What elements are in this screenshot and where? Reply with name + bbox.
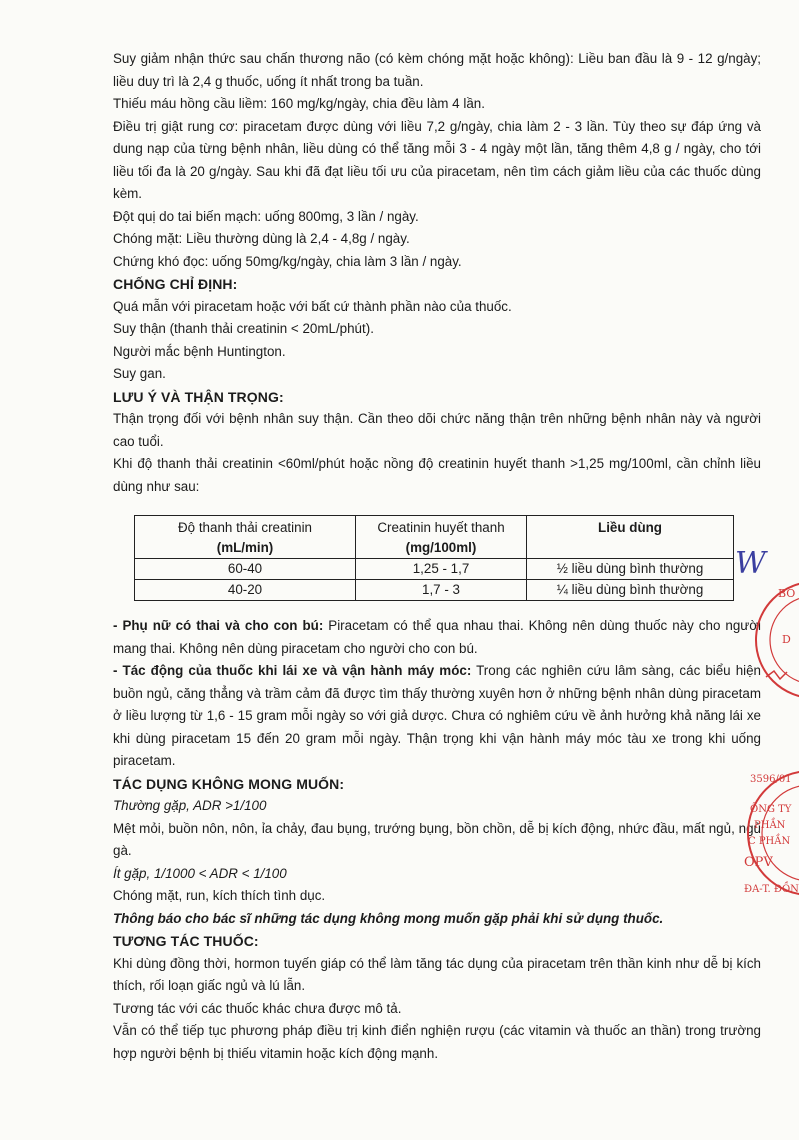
handwritten-initial: W [735, 546, 766, 581]
table-cell: 1,7 - 3 [356, 580, 527, 601]
dosage-paragraph: Thiếu máu hồng cầu liềm: 160 mg/kg/ngày, chia đều làm 4 lần. [113, 96, 485, 111]
svg-text:C PHẦN: C PHẦN [748, 836, 791, 847]
contraindication-item: Suy gan. [113, 366, 166, 381]
svg-text:PHẦN: PHẦN [754, 820, 786, 831]
frequency-label: Thường gặp, ADR >1/100 [113, 798, 267, 813]
company-stamp-bottom [732, 768, 799, 898]
adverse-effects-heading: TÁC DỤNG KHÔNG MONG MUỐN: [113, 775, 345, 792]
interactions-heading: TƯƠNG TÁC THUỐC: [113, 933, 259, 949]
svg-text:D: D [782, 633, 791, 646]
svg-text:BÔ: BÔ [778, 587, 796, 600]
table-header-cell: Liều dùng [527, 516, 734, 559]
table-header-row [135, 516, 734, 559]
table-header-cell: Creatinin huyết thanh (mg/100ml) [356, 516, 527, 559]
pregnancy-paragraph: - Phụ nữ có thai và cho con bú: Piracetam có thể qua nhau thai. Không nên dùng thuốc này cho người mang thai. Không nên dùng piracetam cho người cho con bú. [113, 618, 761, 656]
precautions-paragraph: Thận trọng đối với bệnh nhân suy thận. Cần theo dõi chức năng thận trên những bệnh nhân này và người cao tuổi. [113, 411, 761, 449]
table-cell: ½ liều dùng bình thường [527, 559, 734, 580]
precautions-paragraph: Khi độ thanh thải creatinin <60ml/phút hoặc nồng độ creatinin huyết thanh >1,25 mg/100ml, cần chỉnh liều dùng như sau: [113, 456, 761, 494]
adverse-effects-text: Chóng mặt, run, kích thích tình dục. [113, 888, 326, 903]
svg-text:OPV: OPV [744, 855, 773, 870]
contraindication-item: Suy thận (thanh thải creatinin < 20mL/phút). [113, 321, 374, 336]
table-row [135, 580, 734, 601]
table-cell: 40-20 [135, 580, 356, 601]
adverse-effects-text: Mệt mỏi, buồn nôn, nôn, ỉa chảy, đau bụng, trướng bụng, bồn chồn, dễ bị kích động, nhức đầu, mất ngủ, ngủ gà. [113, 820, 761, 858]
interactions-paragraph: Vẫn có thể tiếp tục phương pháp điều trị kinh điển nghiện rượu (các vitamin và thuốc an thần) trong trường hợp người bệnh bị thiếu vitamin hoặc kích động mạnh. [113, 1023, 761, 1061]
interactions-paragraph: Khi dùng đồng thời, hormon tuyến giáp có thể làm tăng tác dụng của piracetam trên thần kinh như dễ bị kích thích, rối loạn giấc ngủ và lú lẫn. [113, 955, 761, 993]
document-page [113, 48, 761, 1065]
svg-text:ÔNG TY: ÔNG TY [750, 804, 792, 815]
driving-paragraph: - Tác động của thuốc khi lái xe và vận hành máy móc: Trong các nghiên cứu lâm sàng, các biểu hiện buồn ngủ, căng thẳng và trầm cảm đã được tìm thấy thường xuyên hơn ở những bệnh nhân dùng piracetam ở liều lượng từ 1,6 - 15 gram mỗi ngày so với giả dược. Chưa có nghiêm cứu về ảnh hưởng khả năng lái xe khi dùng piracetam 15 đến 20 gram mỗi ngày. Thận trọng khi vận hành máy móc tàu xe trong khi uống piracetam. [113, 663, 762, 768]
svg-text:3596/01: 3596/01 [750, 774, 792, 785]
dose-adjustment-table [134, 515, 734, 601]
doctor-notice: Thông báo cho bác sĩ những tác dụng không mong muốn gặp phải khi sử dụng thuốc. [113, 910, 664, 926]
contraindication-item: Người mắc bệnh Huntington. [113, 343, 286, 359]
dosage-paragraph: Đột quị do tai biến mạch: uống 800mg, 3 lần / ngày. [113, 208, 419, 224]
precautions-heading: LƯU Ý VÀ THẬN TRỌNG: [113, 388, 284, 405]
table-header-cell: Độ thanh thải creatinin (mL/min) [135, 516, 356, 559]
table-row [135, 559, 734, 580]
dosage-paragraph: Suy giảm nhận thức sau chấn thương não (có kèm chóng mặt hoặc không): Liều ban đầu là 9 - 12 g/ngày; liều duy trì là 2,4 g thuốc, uống ít nhất trong ba tuần. [113, 51, 761, 89]
dosage-paragraph: Chứng khó đọc: uống 50mg/kg/ngày, chia làm 3 lần / ngày. [113, 253, 462, 269]
company-stamp-top [752, 565, 799, 715]
dosage-paragraph: Điều trị giật rung cơ: piracetam được dùng với liều 7,2 g/ngày, chia làm 2 - 3 lần. Tùy theo sự đáp ứng và dung nạp của từng bệnh nhân, liều dùng có thể tăng mỗi 3 - 4 ngày một lần, tăng thêm 4,8 g / ngày, cho tới liều tối đa là 20 g/ngày. Sau khi đã đạt liều tối ưu của piracetam, nên tìm cách giảm liều của các thuốc dùng kèm. [113, 118, 761, 201]
contraindication-item: Quá mẫn với piracetam hoặc với bất cứ thành phần nào của thuốc. [113, 298, 512, 314]
dosage-paragraph: Chóng mặt: Liều thường dùng là 2,4 - 4,8g / ngày. [113, 231, 410, 246]
svg-text:ĐA-T. ĐỒN: ĐA-T. ĐỒN [744, 884, 799, 895]
interactions-paragraph: Tương tác với các thuốc khác chưa được mô tả. [113, 1000, 402, 1016]
contraindications-heading: CHỐNG CHỈ ĐỊNH: [113, 276, 238, 292]
table-cell: 60-40 [135, 559, 356, 580]
table-cell: 1,25 - 1,7 [356, 559, 527, 580]
frequency-label: Ít gặp, 1/1000 < ADR < 1/100 [113, 865, 287, 881]
table-cell: ¼ liều dùng bình thường [527, 580, 734, 601]
